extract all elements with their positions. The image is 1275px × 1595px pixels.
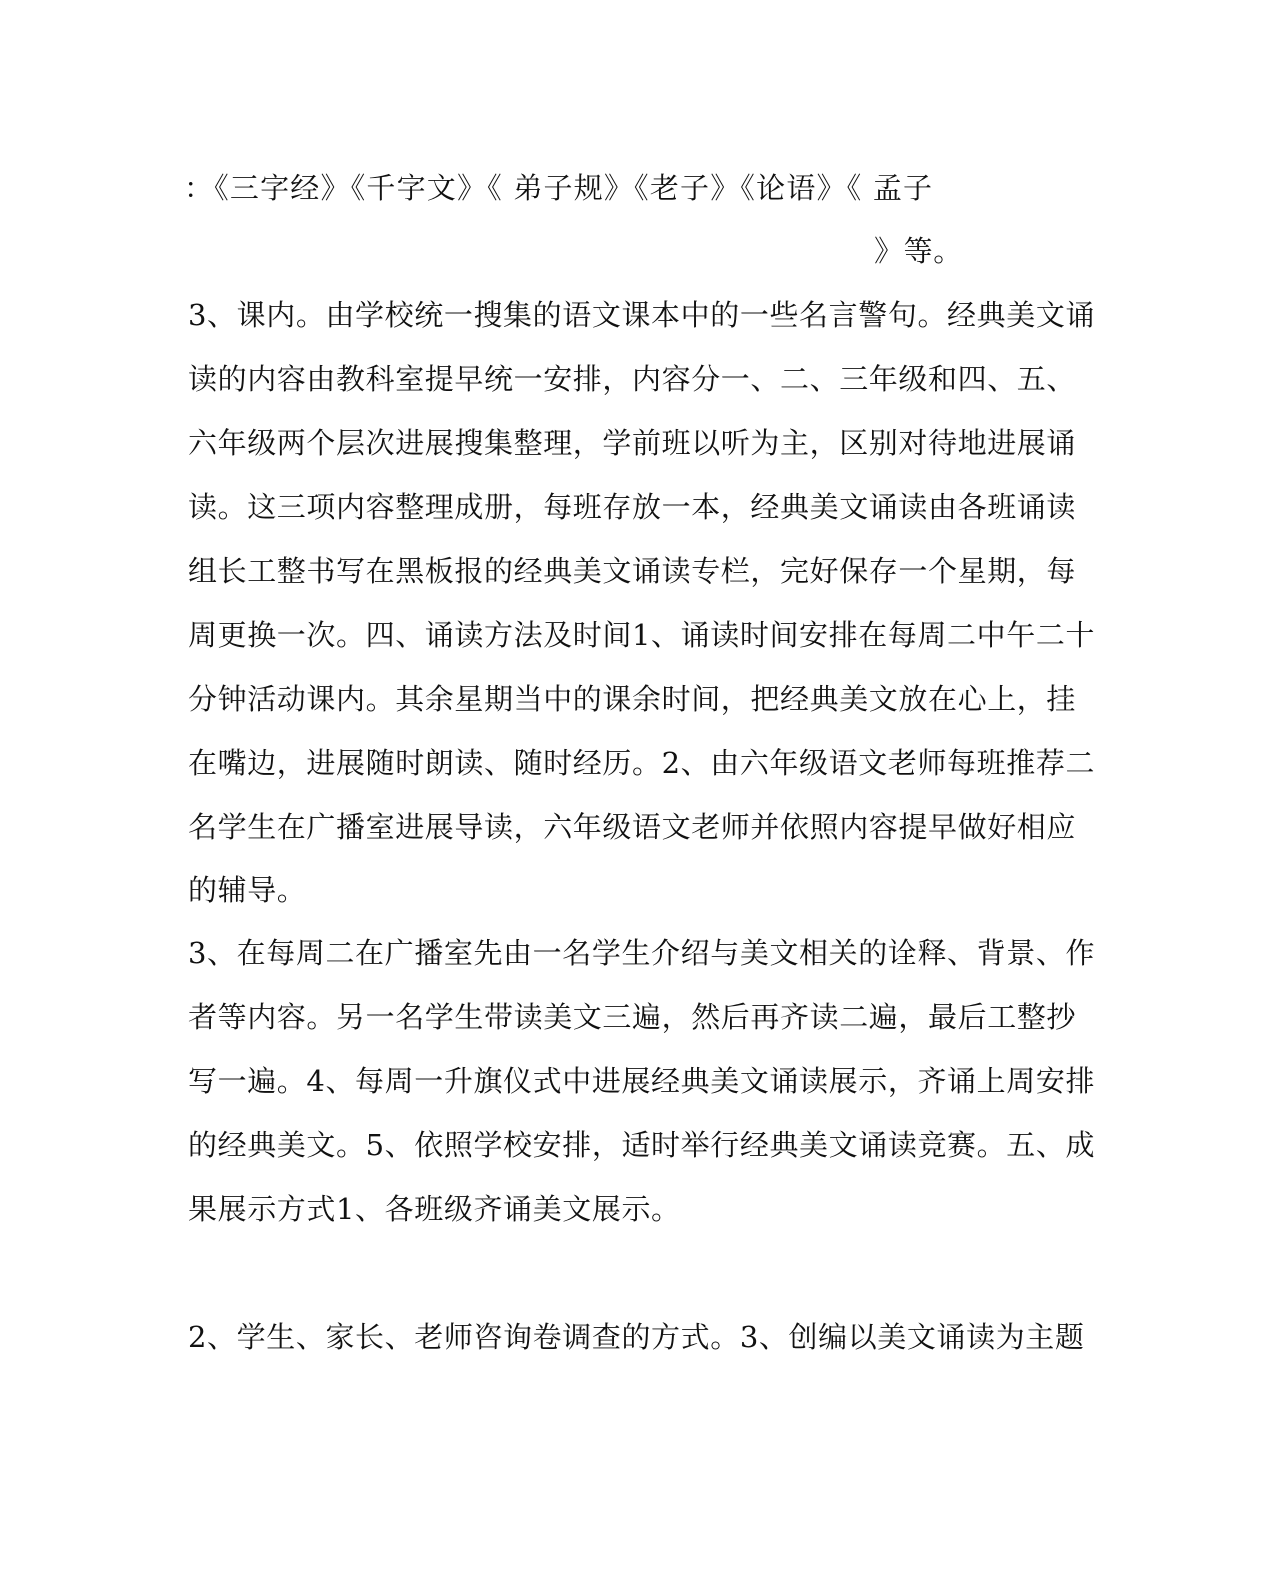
text-line: 者等内容。另一名学生带读美文三遍，然后再齐读二遍，最后工整抄	[188, 1000, 1077, 1034]
text-line: 果展示方式1、各班级齐诵美文展示。	[188, 1192, 681, 1226]
text-line: 写一遍。4、每周一升旗仪式中进展经典美文诵读展示，齐诵上周安排	[188, 1064, 1096, 1098]
text-line: 2、学生、家长、老师咨询卷调查的方式。3、创编以美文诵读为主题	[188, 1320, 1085, 1354]
text-line: 周更换一次。四、诵读方法及时间1、诵读时间安排在每周二中午二十	[188, 618, 1096, 652]
text-line: 3、课内。由学校统一搜集的语文课本中的一些名言警句。经典美文诵	[188, 298, 1096, 332]
text-line: ：《三字经》《千字文》《 弟子规》《老子》《论语》《 孟子	[184, 171, 934, 205]
text-line: 六年级两个层次进展搜集整理，学前班以听为主，区别对待地进展诵	[188, 426, 1077, 460]
text-line: 组长工整书写在黑板报的经典美文诵读专栏，完好保存一个星期，每	[188, 554, 1077, 588]
text-line: 读。这三项内容整理成册，每班存放一本，经典美文诵读由各班诵读	[188, 490, 1077, 524]
text-line: 》等。	[874, 234, 963, 268]
text-line: 读的内容由教科室提早统一安排，内容分一、二、三年级和四、五、	[188, 362, 1077, 396]
text-line: 3、在每周二在广播室先由一名学生介绍与美文相关的诠释、背景、作	[188, 936, 1096, 970]
text-line: 在嘴边，进展随时朗读、随时经历。2、由六年级语文老师每班推荐二	[188, 746, 1096, 780]
text-line: 分钟活动课内。其余星期当中的课余时间，把经典美文放在心上，挂	[188, 682, 1077, 716]
text-line: 名学生在广播室进展导读，六年级语文老师并依照内容提早做好相应	[188, 810, 1077, 844]
text-line: 的经典美文。5、依照学校安排，适时举行经典美文诵读竞赛。五、成	[188, 1128, 1096, 1162]
text-line: 的辅导。	[188, 873, 307, 907]
